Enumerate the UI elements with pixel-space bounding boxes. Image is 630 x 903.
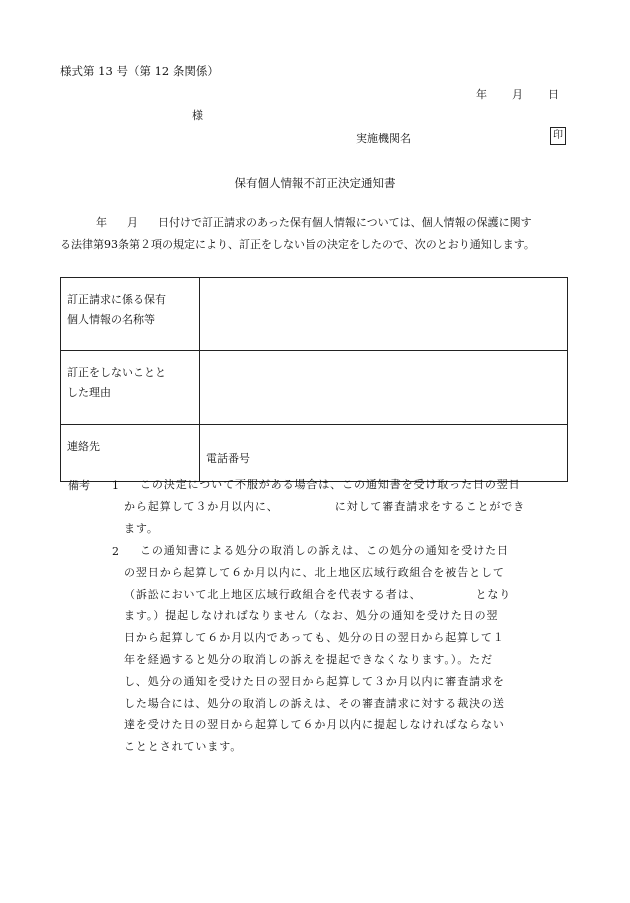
info-name-value: [200, 278, 568, 351]
note-2-line: 達を受けた日の翌日から起算して６か月以内に提起しなければならない: [124, 718, 505, 732]
note-2-line: の翌日から起算して６か月以内に、北上地区広域行政組合を被告として: [124, 565, 505, 579]
note-2-line: こととされています。: [124, 740, 243, 754]
note-1-line: ます。: [124, 521, 159, 535]
intro-line-1-text: 日付けで訂正請求のあった保有個人情報については、個人情報の保護に関す: [158, 216, 532, 229]
note-2-line: （訴訟において北上地区広域行政組合を代表する者は、 となり: [124, 587, 512, 601]
phone-number-label: 電話番号: [206, 452, 250, 465]
intro-line-2: る法律第93条第２項の規定により、訂正をしない旨の決定をしたので、次のとおり通知します。: [60, 238, 535, 251]
table-row: [61, 278, 568, 351]
form-number: 様式第 13 号（第 12 条関係）: [60, 64, 219, 78]
info-name-label: 訂正請求に係る保有 個人情報の名称等: [61, 278, 200, 351]
decision-info-table: [60, 277, 568, 482]
date-day-label: 日: [548, 88, 559, 101]
note-2-line: 年を経過すると処分の取消しの訴えを提起できなくなります。）。ただ: [124, 652, 493, 666]
reason-label: 訂正をしないことと した理由: [61, 351, 200, 425]
note-2-line: した場合には、処分の取消しの訴えは、その審査請求に対する裁決の送: [124, 696, 505, 710]
date-month-label: 月: [512, 88, 523, 101]
note-2-line: この通知書による処分の取消しの訴えは、この処分の通知を受けた日: [140, 544, 509, 557]
note-2-number: 2: [112, 545, 119, 558]
intro-year: 年: [96, 216, 107, 229]
note-2: [124, 540, 511, 758]
note-1-number: 1: [112, 479, 119, 492]
contact-label: 連絡先: [61, 425, 200, 482]
intro-paragraph: [60, 212, 584, 256]
addressee-suffix: 様: [192, 109, 203, 122]
note-1-line: から起算して３か月以内に、 に対して審査請求をすることができ: [124, 499, 526, 513]
note-2-line: 日から起算して６か月以内であっても、処分の日の翌日から起算して１: [124, 631, 505, 645]
note-1: [124, 474, 525, 539]
intro-month: 月: [127, 216, 138, 229]
note-1-line: この決定について不服がある場合は、この通知書を受け取った日の翌日: [140, 478, 521, 491]
contact-value: [200, 425, 568, 482]
date-year-label: 年: [476, 88, 487, 101]
table-row: [61, 351, 568, 425]
note-2-line: し、処分の通知を受けた日の翌日から起算して３か月以内に審査請求を: [124, 674, 505, 688]
agency-name-label: 実施機関名: [356, 132, 411, 145]
notes-heading: 備考: [68, 479, 90, 492]
table-row: [61, 425, 568, 482]
note-2-line: ます。）提起しなければなりません（なお、処分の通知を受けた日の翌: [124, 609, 499, 623]
reason-value: [200, 351, 568, 425]
intro-line-1: [64, 212, 584, 234]
document-title: 保有個人情報不訂正決定通知書: [234, 176, 396, 190]
seal-stamp-box: 印: [550, 127, 566, 145]
